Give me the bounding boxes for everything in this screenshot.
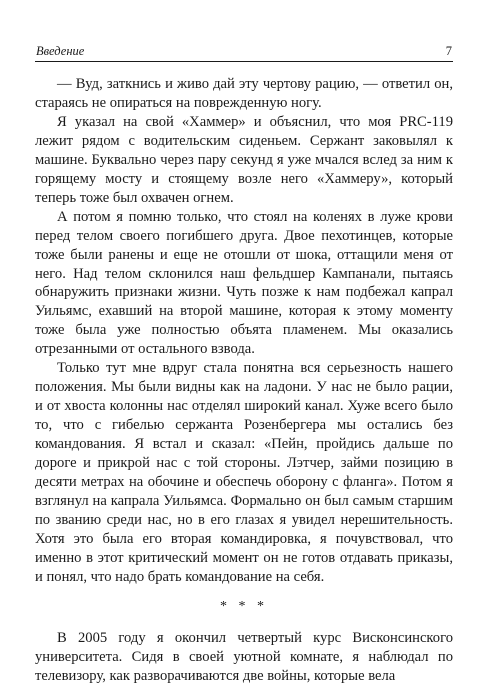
paragraph: А потом я помню только, что стоял на коленях в луже крови перед телом своего погибшего друга. Двое пехотинцев, которые тоже были ранены и еще не отошли от шока, оттащили меня от него. Над телом склонился наш фельдшер Кампанали, пытаясь обнаружить признаки жизни. Чуть позже к нам подбежал капрал Уильямс, ехавший на второй машине, которая к этому моменту тоже была уже полностью объята пламенем. Мы оказались отрезанными от остального взвода. [35,208,453,358]
paragraph: Только тут мне вдруг стала понятна вся серьезность нашего положения. Мы были видны как на ладони. У нас не было рации, и от хвоста колонны нас отделял широкий канал. Хуже всего было то, что с гибелью сержанта Розенбергера мы остались без командования. Я встал и сказал: «Пейн, пройдись дальше по дороге и прикрой нас с той стороны. Лэтчер, займи позицию в десяти метрах на обочине и обеспечь оборону с фланга». Потом я взглянул на капрала Уильямса. Формально он был самым старшим по званию среди нас, но в его глазах я увидел нерешительность. Хотя это была его вторая командировка, я почувствовал, что именно в этот критический момент он не готов отдавать приказы, и понял, что надо брать командование на себя. [35,360,453,585]
paragraph: В 2005 году я окончил четвертый курс Висконсинского университета. Сидя в своей уютной комнате, я наблюдал по телевизору, как разворачиваются две войны, которые вела [35,629,453,684]
page-number: 7 [445,44,452,58]
paragraph: — Вуд, заткнись и живо дай эту чертову рацию, — ответил он, стараясь не опираться на поврежденную ногу. [35,76,453,111]
running-header [35,44,453,62]
body-text [35,75,453,686]
section-title: Введение [36,44,85,58]
book-page [35,44,453,686]
section-divider: * * * [220,598,268,614]
paragraph: Я указал на свой «Хаммер» и объяснил, что моя PRC-119 лежит рядом с водительским сиденьем. Сержант заковылял к машине. Буквально через пару секунд я уже мчался вслед за ним к горящему мосту и стоящему возле него «Хаммеру», который теперь тоже был охвачен огнем. [35,113,453,206]
